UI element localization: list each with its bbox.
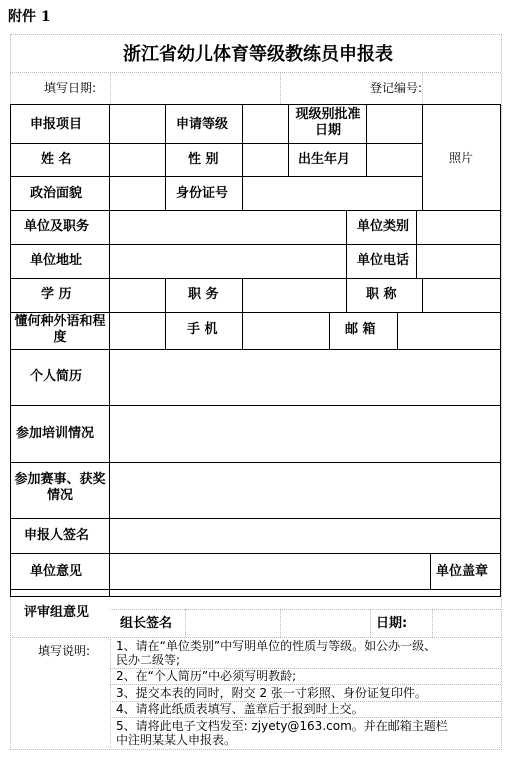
- notes-rule: [110, 684, 501, 685]
- notes-divider: [110, 637, 111, 748]
- note-3: 3、提交本表的同时，附交 2 张一寸彩照、身份证复印件。: [116, 686, 427, 700]
- id-no-label: 身份证号: [176, 186, 229, 201]
- note-5a: 5、请将此电子文档发至: zjyety@163.com。并在邮箱主题栏: [116, 719, 448, 733]
- date-value-divider: [110, 72, 111, 104]
- note-4: 4、请将此纸质表填写、盖章后于报到时上交。: [116, 702, 364, 716]
- signature-label: 申报人签名: [24, 528, 90, 543]
- gender-input[interactable]: [244, 145, 286, 175]
- col-line: [242, 278, 243, 349]
- reg-no-label: 登记编号:: [370, 81, 423, 95]
- leader-sign-input[interactable]: [187, 611, 278, 636]
- row-line: [10, 405, 501, 406]
- signature-input[interactable]: [111, 520, 498, 552]
- mobile-label: 手 机: [187, 322, 218, 337]
- col-line: [430, 553, 431, 589]
- form-title: 浙江省幼儿体育等级教练员申报表: [123, 44, 393, 65]
- row-line: [10, 462, 501, 463]
- unit-address-input[interactable]: [111, 246, 344, 277]
- row-line: [10, 518, 501, 519]
- unit-phone-label: 单位电话: [357, 253, 410, 268]
- review-divider: [280, 609, 281, 637]
- education-label: 学 历: [41, 287, 72, 302]
- row-line: [10, 553, 501, 554]
- education-input[interactable]: [111, 280, 163, 311]
- foreign-lang-label: 懂何种外语和程度: [14, 314, 106, 345]
- col-line: [165, 278, 166, 349]
- col-line: [288, 104, 289, 176]
- current-level-date-input[interactable]: [368, 106, 420, 142]
- col-line: [422, 278, 423, 312]
- name-input[interactable]: [111, 145, 163, 175]
- title-bottom-rule: [10, 72, 501, 73]
- col-line: [346, 278, 347, 312]
- unit-type-label: 单位类别: [357, 219, 410, 234]
- note-1b: 民办二级等;: [116, 653, 181, 667]
- date-label: 日期:: [376, 616, 408, 631]
- row-line: [10, 143, 423, 144]
- attachment-label: 附件 1: [8, 9, 51, 25]
- birth-input[interactable]: [368, 145, 420, 175]
- review-divider: [370, 609, 371, 637]
- col-line: [165, 104, 166, 210]
- email-label: 邮 箱: [345, 322, 376, 337]
- email-input[interactable]: [399, 314, 498, 348]
- table-bottom-border: [10, 596, 501, 597]
- unit-position-input[interactable]: [111, 212, 344, 243]
- notes-label: 填写说明:: [38, 644, 91, 658]
- unit-opinion-input[interactable]: [111, 555, 428, 588]
- title-rank-label: 职 称: [366, 287, 397, 302]
- col-line: [346, 210, 347, 278]
- id-no-input[interactable]: [244, 178, 420, 209]
- review-divider: [432, 609, 433, 637]
- review-date-input[interactable]: [434, 611, 498, 636]
- review-sign-rule: [110, 609, 501, 610]
- fill-date-label: 填写日期:: [44, 81, 97, 95]
- unit-type-input[interactable]: [418, 212, 498, 243]
- col-line: [242, 104, 243, 210]
- date-end-divider: [280, 72, 281, 104]
- photo-label: 照片: [449, 151, 474, 165]
- notes-rule: [110, 717, 501, 718]
- row-line: [10, 210, 501, 211]
- review-divider: [185, 609, 186, 637]
- row-line: [10, 176, 423, 177]
- politics-label: 政治面貌: [30, 186, 83, 201]
- photo-area[interactable]: [424, 106, 498, 208]
- col-line: [366, 104, 367, 176]
- politics-input[interactable]: [111, 178, 163, 209]
- reg-value-divider: [422, 72, 423, 104]
- col-line: [397, 312, 398, 349]
- apply-item-label: 申报项目: [30, 117, 83, 132]
- note-1a: 1、请在“单位类别”中写明单位的性质与等级。如公办一级、: [116, 639, 437, 653]
- row-line: [10, 589, 501, 590]
- duty-label: 职 务: [188, 287, 219, 302]
- gender-label: 性 别: [188, 152, 219, 167]
- birth-label: 出生年月: [298, 152, 351, 167]
- photo-column-line: [422, 104, 423, 210]
- current-level-date-label: 现级别批准日期: [295, 107, 361, 138]
- apply-level-label: 申请等级: [176, 117, 229, 132]
- unit-opinion-label: 单位意见: [30, 564, 83, 579]
- row-line: [10, 349, 501, 350]
- notes-top-rule: [10, 637, 501, 638]
- foreign-lang-input[interactable]: [111, 314, 163, 348]
- leader-sign-label: 组长签名: [120, 616, 173, 631]
- note-5b: 中注明某某人申报表。: [116, 733, 237, 747]
- col-line: [416, 210, 417, 278]
- row-line: [10, 244, 501, 245]
- title-rank-input[interactable]: [424, 280, 498, 311]
- note-2: 2、在“个人简历”中必须写明教龄;: [116, 669, 297, 683]
- label-column-line: [109, 104, 110, 597]
- training-label: 参加培训情况: [16, 426, 95, 441]
- row-line: [10, 278, 501, 279]
- resume-label: 个人简历: [30, 369, 83, 384]
- training-input[interactable]: [111, 407, 498, 461]
- review-opinion-label: 评审组意见: [24, 605, 90, 620]
- fill-date-input[interactable]: [112, 74, 278, 102]
- col-line: [329, 312, 330, 349]
- unit-phone-input[interactable]: [418, 246, 498, 277]
- competition-input[interactable]: [111, 464, 498, 517]
- unit-address-label: 单位地址: [30, 253, 83, 268]
- name-label: 姓 名: [41, 152, 72, 167]
- apply-item-input[interactable]: [111, 106, 163, 142]
- unit-seal-label: 单位盖章: [436, 564, 489, 579]
- table-left-border: [10, 104, 11, 597]
- duty-input[interactable]: [244, 280, 344, 311]
- apply-level-input[interactable]: [244, 106, 286, 142]
- table-top-border: [10, 104, 501, 105]
- table-right-border: [500, 104, 501, 597]
- unit-position-label: 单位及职务: [24, 219, 90, 234]
- row-line: [10, 312, 501, 313]
- competition-label: 参加赛事、获奖情况: [14, 472, 106, 503]
- reg-no-input[interactable]: [424, 74, 498, 102]
- resume-input[interactable]: [111, 351, 498, 404]
- mobile-input[interactable]: [244, 314, 327, 348]
